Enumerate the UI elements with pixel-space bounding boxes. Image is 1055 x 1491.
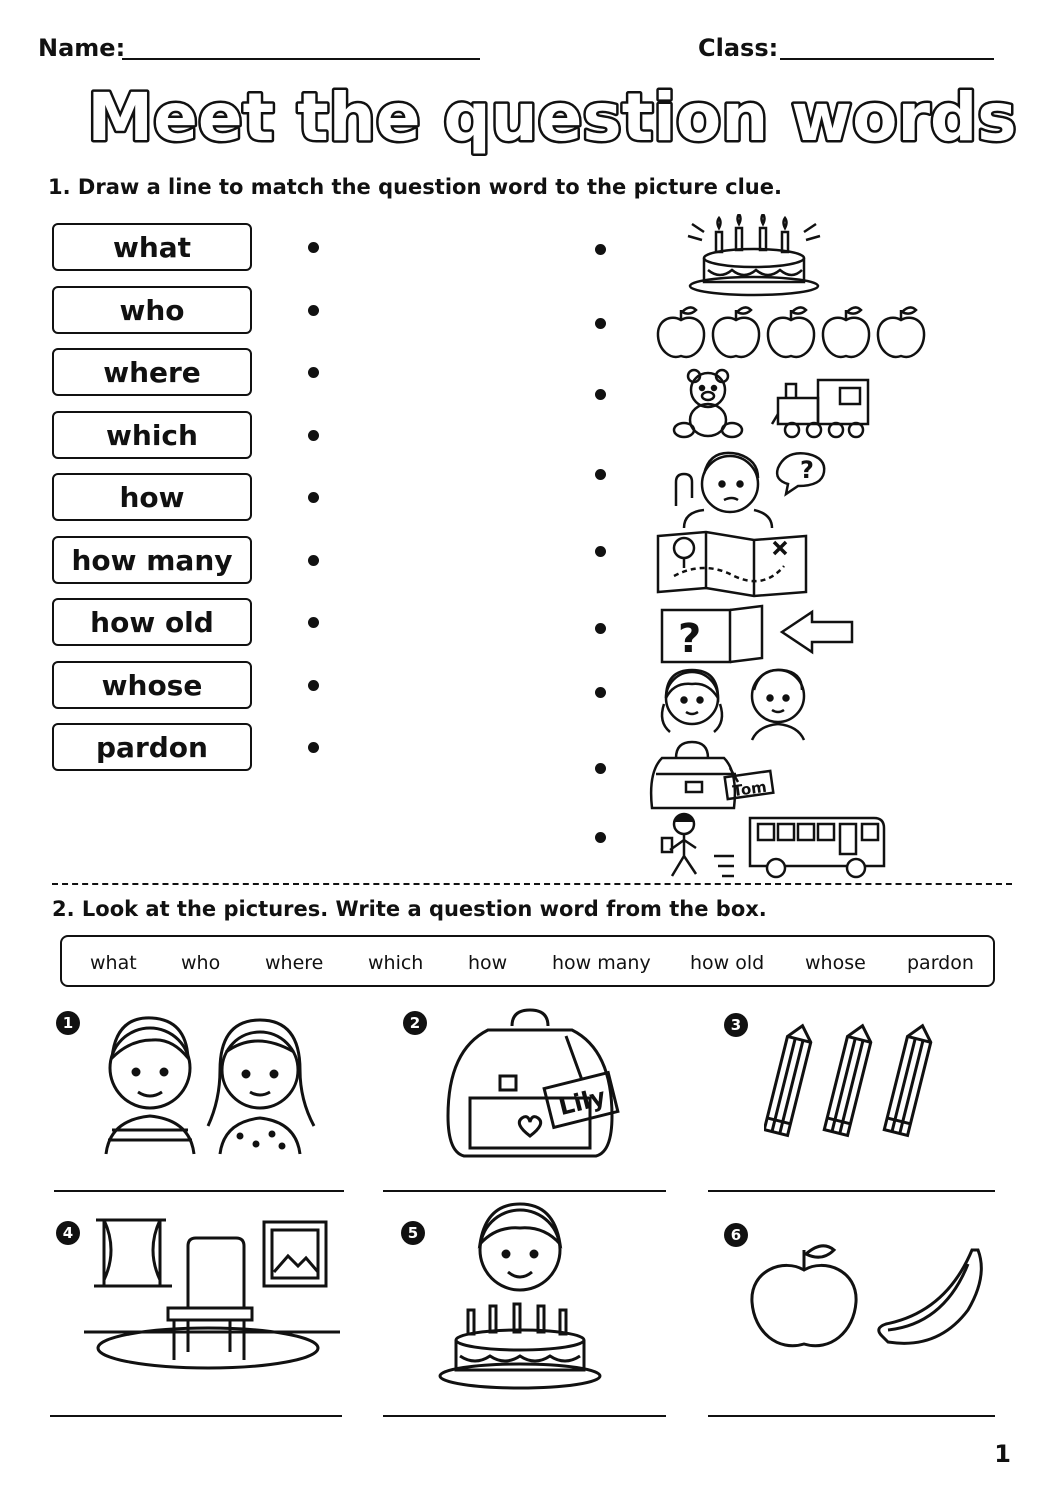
item-number: 2 [403, 1011, 427, 1035]
word-bank-item: what [90, 952, 137, 974]
word-bank-item: how old [690, 952, 765, 974]
answer-line-5[interactable] [383, 1415, 666, 1417]
clue-dot[interactable] [595, 763, 606, 774]
two-children-icon [656, 664, 826, 746]
answer-line-2[interactable] [383, 1190, 666, 1192]
treasure-map-icon [654, 528, 812, 604]
word-dot[interactable] [308, 242, 319, 253]
class-label: Class: [698, 34, 779, 62]
three-pencils-icon [764, 1022, 934, 1152]
word-box-how-many: how many [52, 536, 252, 584]
answer-line-3[interactable] [708, 1190, 995, 1192]
apple-and-banana-icon [748, 1244, 988, 1358]
worksheet-title [0, 72, 1055, 162]
item-number: 6 [724, 1223, 748, 1247]
part2-instruction: 2. Look at the pictures. Write a question word from the box. [52, 897, 767, 921]
section-divider [52, 883, 1012, 885]
item-number: 5 [401, 1221, 425, 1245]
svg-text:?: ? [800, 456, 814, 484]
boy-and-girl-icon [100, 1012, 320, 1164]
name-label: Name: [38, 34, 126, 62]
birthday-cake-icon [684, 214, 824, 302]
five-apples-icon [656, 304, 932, 366]
name-line[interactable] [122, 58, 480, 60]
clue-dot[interactable] [595, 687, 606, 698]
clue-dot[interactable] [595, 623, 606, 634]
clue-dot[interactable] [595, 244, 606, 255]
room-chair-icon [84, 1212, 340, 1376]
word-dot[interactable] [308, 742, 319, 753]
item-number: 3 [724, 1013, 748, 1037]
backpack-tag-text: Lily [555, 1082, 609, 1122]
word-box-what: what [52, 223, 252, 271]
answer-line-4[interactable] [50, 1415, 342, 1417]
word-box-how-old: how old [52, 598, 252, 646]
confused-boy-icon [668, 444, 832, 534]
title-text: Meet the question words [87, 79, 1017, 156]
page-number: 1 [994, 1440, 1011, 1468]
answer-line-6[interactable] [708, 1415, 995, 1417]
clue-dot[interactable] [595, 546, 606, 557]
clue-dot[interactable] [595, 318, 606, 329]
word-dot[interactable] [308, 617, 319, 628]
svg-text:?: ? [678, 616, 702, 662]
teddy-and-train-icon [668, 368, 876, 444]
bag-tag-text: Tom [731, 777, 768, 801]
clue-dot[interactable] [595, 469, 606, 480]
word-box-which: which [52, 411, 252, 459]
word-bank-item: where [265, 952, 324, 974]
boy-with-cake-icon [436, 1200, 604, 1396]
clue-dot[interactable] [595, 832, 606, 843]
item-number: 4 [56, 1221, 80, 1245]
word-box-where: where [52, 348, 252, 396]
word-dot[interactable] [308, 680, 319, 691]
part1-instruction: 1. Draw a line to match the question word to the picture clue. [48, 175, 782, 199]
word-dot[interactable] [308, 305, 319, 316]
tagged-bag-icon [646, 738, 776, 816]
word-dot[interactable] [308, 492, 319, 503]
word-dot[interactable] [308, 555, 319, 566]
word-bank-item: who [181, 952, 221, 974]
word-box-who: who [52, 286, 252, 334]
clue-dot[interactable] [595, 389, 606, 400]
word-dot[interactable] [308, 430, 319, 441]
word-bank-item: pardon [907, 952, 974, 974]
item-number: 1 [56, 1011, 80, 1035]
word-box-pardon: pardon [52, 723, 252, 771]
word-bank-item: how [468, 952, 508, 974]
word-bank-item: which [368, 952, 424, 974]
word-box-whose: whose [52, 661, 252, 709]
word-box-how: how [52, 473, 252, 521]
answer-line-1[interactable] [54, 1190, 344, 1192]
backpack-icon [440, 1006, 624, 1164]
word-bank-item: how many [552, 952, 651, 974]
word-dot[interactable] [308, 367, 319, 378]
question-box-icon [660, 604, 858, 670]
boy-and-bus-icon [640, 810, 890, 886]
word-bank-item: whose [805, 952, 866, 974]
class-line[interactable] [780, 58, 994, 60]
